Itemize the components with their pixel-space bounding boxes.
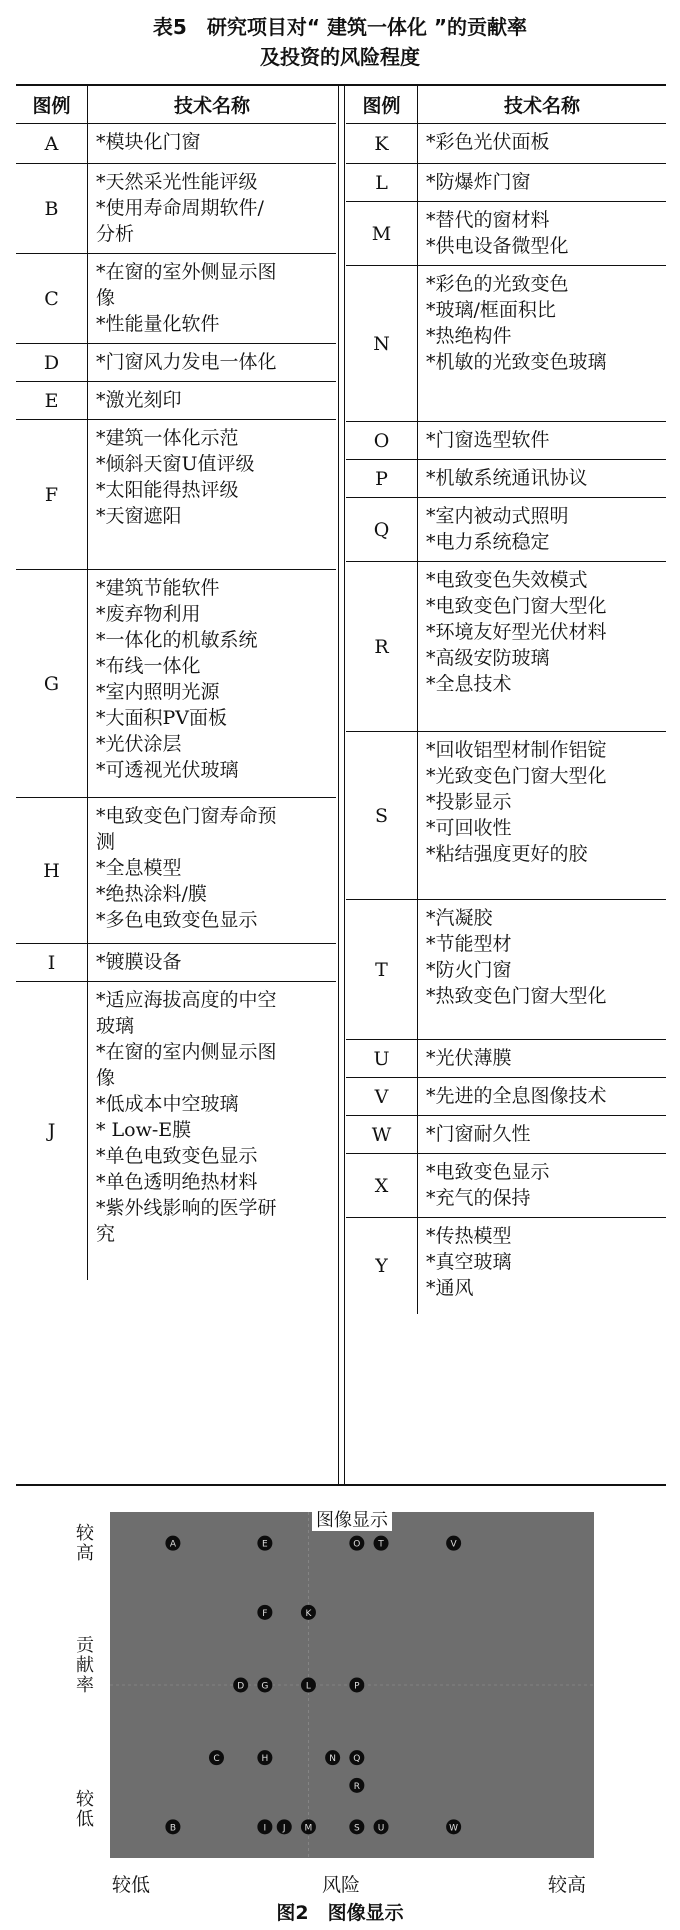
table-row <box>346 266 666 422</box>
tech-item: *供电设备微型化 <box>426 235 569 257</box>
table-divider <box>338 86 339 1484</box>
figure-caption: 图2 图像显示 <box>276 1902 404 1924</box>
table-row <box>16 420 336 570</box>
table-rows-right <box>346 124 666 1314</box>
tech-item: *倾斜天窗U值评级 <box>96 453 255 475</box>
point-label: F <box>262 1608 268 1619</box>
table-row <box>16 124 336 164</box>
table-row <box>346 1040 666 1078</box>
point-R <box>349 1778 364 1793</box>
table-row <box>346 562 666 732</box>
tech-names <box>418 498 666 561</box>
tech-names <box>88 344 336 381</box>
tech-item: 像 <box>96 1067 116 1089</box>
tech-names <box>418 164 666 201</box>
legend-key: L <box>346 164 418 201</box>
point-M <box>301 1819 316 1834</box>
legend-key: D <box>16 344 88 381</box>
tech-item: *先进的全息图像技术 <box>426 1085 607 1107</box>
legend-key: B <box>16 164 88 253</box>
point-label: U <box>377 1823 385 1834</box>
tech-item: *太阳能得热评级 <box>96 479 239 501</box>
table-row <box>346 460 666 498</box>
legend-key: M <box>346 202 418 265</box>
tech-item: *室内被动式照明 <box>426 505 569 527</box>
point-label: Q <box>353 1754 361 1765</box>
table-row <box>16 164 336 254</box>
tech-names <box>418 1040 666 1077</box>
tech-item: 玻璃 <box>96 1015 135 1037</box>
table-row <box>16 570 336 798</box>
table-header <box>16 86 336 124</box>
legend-key: T <box>346 900 418 1039</box>
tech-names <box>88 982 336 1280</box>
tech-item: *机敏的光致变色玻璃 <box>426 351 607 373</box>
legend-key: Y <box>346 1218 418 1314</box>
legend-key: H <box>16 798 88 943</box>
table-row <box>346 1078 666 1116</box>
tech-item: *电致变色显示 <box>426 1161 550 1183</box>
tech-item: *天窗遮阳 <box>96 505 182 527</box>
tech-item: *使用寿命周期软件/ <box>96 197 264 219</box>
legend-key: K <box>346 124 418 163</box>
legend-key: N <box>346 266 418 421</box>
point-B <box>165 1819 180 1834</box>
legend-key: Q <box>346 498 418 561</box>
tech-item: *替代的窗材料 <box>426 209 550 231</box>
table-row <box>16 382 336 420</box>
tech-item: *机敏系统通讯协议 <box>426 467 588 489</box>
point-L <box>301 1678 316 1693</box>
tech-item: *绝热涂料/膜 <box>96 883 207 905</box>
tech-names <box>88 124 336 163</box>
point-label: C <box>213 1754 220 1765</box>
tech-item: *热致变色门窗大型化 <box>426 985 607 1007</box>
y-label-low: 较低 <box>76 1789 94 1830</box>
tech-names <box>418 900 666 1039</box>
tech-names <box>418 266 666 421</box>
legend-key: R <box>346 562 418 731</box>
legend-key: O <box>346 422 418 459</box>
legend-key: I <box>16 944 88 981</box>
tech-item: *多色电致变色显示 <box>96 909 258 931</box>
figure-inner-title <box>110 1510 594 1532</box>
tech-names <box>418 1116 666 1153</box>
point-S <box>349 1819 364 1834</box>
point-T <box>374 1536 389 1551</box>
tech-item: *彩色光伏面板 <box>426 131 550 153</box>
tech-names <box>418 1078 666 1115</box>
point-D <box>233 1678 248 1693</box>
scatter-figure <box>110 1512 594 1858</box>
table-title-line1: 表5 研究项目对“ 建筑一体化 ”的贡献率 <box>152 15 528 39</box>
tech-item: *布线一体化 <box>96 655 201 677</box>
tech-names <box>88 420 336 569</box>
tech-item: *模块化门窗 <box>96 131 201 153</box>
point-U <box>374 1819 389 1834</box>
point-label: R <box>353 1781 360 1792</box>
tech-item: *室内照明光源 <box>96 681 220 703</box>
point-label: G <box>261 1681 269 1692</box>
point-E <box>257 1536 272 1551</box>
table-row <box>346 202 666 266</box>
point-K <box>301 1605 316 1620</box>
tech-names <box>88 164 336 253</box>
table-row <box>346 498 666 562</box>
tech-names <box>88 254 336 343</box>
tech-item: *光致变色门窗大型化 <box>426 765 607 787</box>
tech-item: 究 <box>96 1223 116 1245</box>
tech-item: *汽凝胶 <box>426 907 493 929</box>
point-N <box>325 1750 340 1765</box>
tech-item: 像 <box>96 287 116 309</box>
point-label: W <box>449 1823 459 1834</box>
tech-item: *光伏涂层 <box>96 733 182 755</box>
tech-names <box>418 124 666 163</box>
point-label: V <box>450 1539 457 1550</box>
tech-item: *建筑节能软件 <box>96 577 220 599</box>
tech-item: *电致变色门窗寿命预 <box>96 805 277 827</box>
tech-names <box>418 562 666 731</box>
tech-item: *建筑一体化示范 <box>96 427 239 449</box>
point-label: B <box>169 1823 177 1834</box>
tech-item: *回收铝型材制作铝锭 <box>426 739 607 761</box>
tech-item: 分析 <box>96 223 135 245</box>
point-label: J <box>282 1823 286 1834</box>
tech-item: *可回收性 <box>426 817 512 839</box>
tech-item: *镀膜设备 <box>96 951 182 973</box>
tech-item: *全息技术 <box>426 673 512 695</box>
tech-item: *充气的保持 <box>426 1187 531 1209</box>
tech-item: *废弃物利用 <box>96 603 201 625</box>
legend-key: P <box>346 460 418 497</box>
tech-item: *紫外线影响的医学研 <box>96 1197 277 1219</box>
tech-item: *粘结强度更好的胶 <box>426 843 588 865</box>
point-label: I <box>263 1823 267 1834</box>
point-label: T <box>378 1539 384 1550</box>
legend-key: X <box>346 1154 418 1217</box>
table-row <box>16 344 336 382</box>
table-row <box>16 798 336 944</box>
x-axis-label: 风险 <box>322 1874 361 1896</box>
tech-names <box>88 944 336 981</box>
table-row <box>346 124 666 164</box>
point-label: O <box>353 1539 361 1550</box>
point-Q <box>349 1750 364 1765</box>
table-row <box>346 1218 666 1314</box>
tech-item: *可透视光伏玻璃 <box>96 759 239 781</box>
point-A <box>165 1536 180 1551</box>
y-axis-label: 贡献率 <box>76 1635 94 1696</box>
table-row <box>346 164 666 202</box>
tech-item: *门窗选型软件 <box>426 429 550 451</box>
table-row <box>346 1116 666 1154</box>
tech-item: *性能量化软件 <box>96 313 220 335</box>
tech-item: 测 <box>96 831 116 853</box>
table-left-half <box>16 86 336 1484</box>
tech-item: *一体化的机敏系统 <box>96 629 258 651</box>
point-W <box>446 1819 461 1834</box>
tech-names <box>418 732 666 899</box>
table-title-line2: 及投资的风险程度 <box>260 45 420 69</box>
table-right-half <box>346 86 666 1484</box>
x-label-high: 较高 <box>548 1874 587 1896</box>
y-label-high: 较高 <box>76 1523 94 1564</box>
tech-item: *门窗风力发电一体化 <box>96 351 277 373</box>
tech-item: *门窗耐久性 <box>426 1123 531 1145</box>
tech-item: *大面积PV面板 <box>96 707 228 729</box>
point-O <box>349 1536 364 1551</box>
legend-key: J <box>16 982 88 1280</box>
tech-item: *玻璃/框面积比 <box>426 299 556 321</box>
table-row <box>346 422 666 460</box>
table-row <box>346 1154 666 1218</box>
tech-item: *高级安防玻璃 <box>426 647 550 669</box>
point-label: A <box>169 1539 177 1550</box>
tech-item: *全息模型 <box>96 857 182 879</box>
tech-item: *电致变色门窗大型化 <box>426 595 607 617</box>
point-I <box>257 1819 272 1834</box>
tech-item: *防爆炸门窗 <box>426 171 531 193</box>
point-F <box>257 1605 272 1620</box>
legend-key: V <box>346 1078 418 1115</box>
legend-key: U <box>346 1040 418 1077</box>
legend-key: E <box>16 382 88 419</box>
tech-item: *通风 <box>426 1277 474 1299</box>
tech-names <box>418 1218 666 1314</box>
tech-item: *防火门窗 <box>426 959 512 981</box>
tech-item: *节能型材 <box>426 933 512 955</box>
header-tech-name: 技术名称 <box>503 95 580 117</box>
figure-inner-title-text: 图像显示 <box>312 1510 392 1531</box>
point-label: H <box>261 1754 269 1765</box>
point-label: N <box>329 1754 337 1765</box>
point-P <box>349 1678 364 1693</box>
tech-item: *低成本中空玻璃 <box>96 1093 239 1115</box>
point-label: K <box>305 1608 312 1619</box>
legend-key: S <box>346 732 418 899</box>
tech-item: *单色电致变色显示 <box>96 1145 258 1167</box>
tech-names <box>88 798 336 943</box>
table-row <box>16 254 336 344</box>
tech-item: *电致变色失效模式 <box>426 569 588 591</box>
legend-key: C <box>16 254 88 343</box>
table-rows-left <box>16 124 336 1280</box>
point-label: S <box>353 1823 360 1834</box>
tech-item: *环境友好型光伏材料 <box>426 621 607 643</box>
tech-item: * Low-E膜 <box>96 1119 192 1141</box>
point-G <box>257 1678 272 1693</box>
tech-names <box>418 422 666 459</box>
tech-item: *彩色的光致变色 <box>426 273 569 295</box>
table-divider <box>344 86 345 1484</box>
legend-key: W <box>346 1116 418 1153</box>
legend-key: A <box>16 124 88 163</box>
legend-key: G <box>16 570 88 797</box>
table-row <box>346 900 666 1040</box>
scatter-plot <box>110 1512 594 1858</box>
tech-item: *投影显示 <box>426 791 512 813</box>
tech-names <box>418 202 666 265</box>
tech-names <box>88 570 336 797</box>
header-tech-name: 技术名称 <box>173 95 250 117</box>
tech-item: *单色透明绝热材料 <box>96 1171 258 1193</box>
tech-item: *在窗的室内侧显示图 <box>96 1041 277 1063</box>
table-header <box>346 86 666 124</box>
point-label: E <box>262 1539 268 1550</box>
tech-item: *适应海拔高度的中空 <box>96 989 277 1011</box>
tech-item: *真空玻璃 <box>426 1251 512 1273</box>
tech-item: *电力系统稳定 <box>426 531 550 553</box>
point-H <box>257 1750 272 1765</box>
x-label-low: 较低 <box>112 1874 151 1896</box>
point-label: M <box>304 1823 313 1834</box>
technology-table <box>16 84 666 1486</box>
point-label: L <box>305 1681 311 1692</box>
tech-item: *激光刻印 <box>96 389 182 411</box>
point-label: P <box>354 1681 360 1692</box>
tech-names <box>88 382 336 419</box>
tech-item: *天然采光性能评级 <box>96 171 258 193</box>
table-row <box>16 982 336 1280</box>
point-label: D <box>237 1681 245 1692</box>
header-legend: 图例 <box>16 86 88 123</box>
tech-item: *光伏薄膜 <box>426 1047 512 1069</box>
tech-names <box>418 460 666 497</box>
point-J <box>277 1819 292 1834</box>
header-legend: 图例 <box>346 86 418 123</box>
tech-names <box>418 1154 666 1217</box>
legend-key: F <box>16 420 88 569</box>
tech-item: *传热模型 <box>426 1225 512 1247</box>
point-C <box>209 1750 224 1765</box>
point-V <box>446 1536 461 1551</box>
tech-item: *在窗的室外侧显示图 <box>96 261 277 283</box>
table-row <box>346 732 666 900</box>
table-row <box>16 944 336 982</box>
tech-item: *热绝构件 <box>426 325 512 347</box>
